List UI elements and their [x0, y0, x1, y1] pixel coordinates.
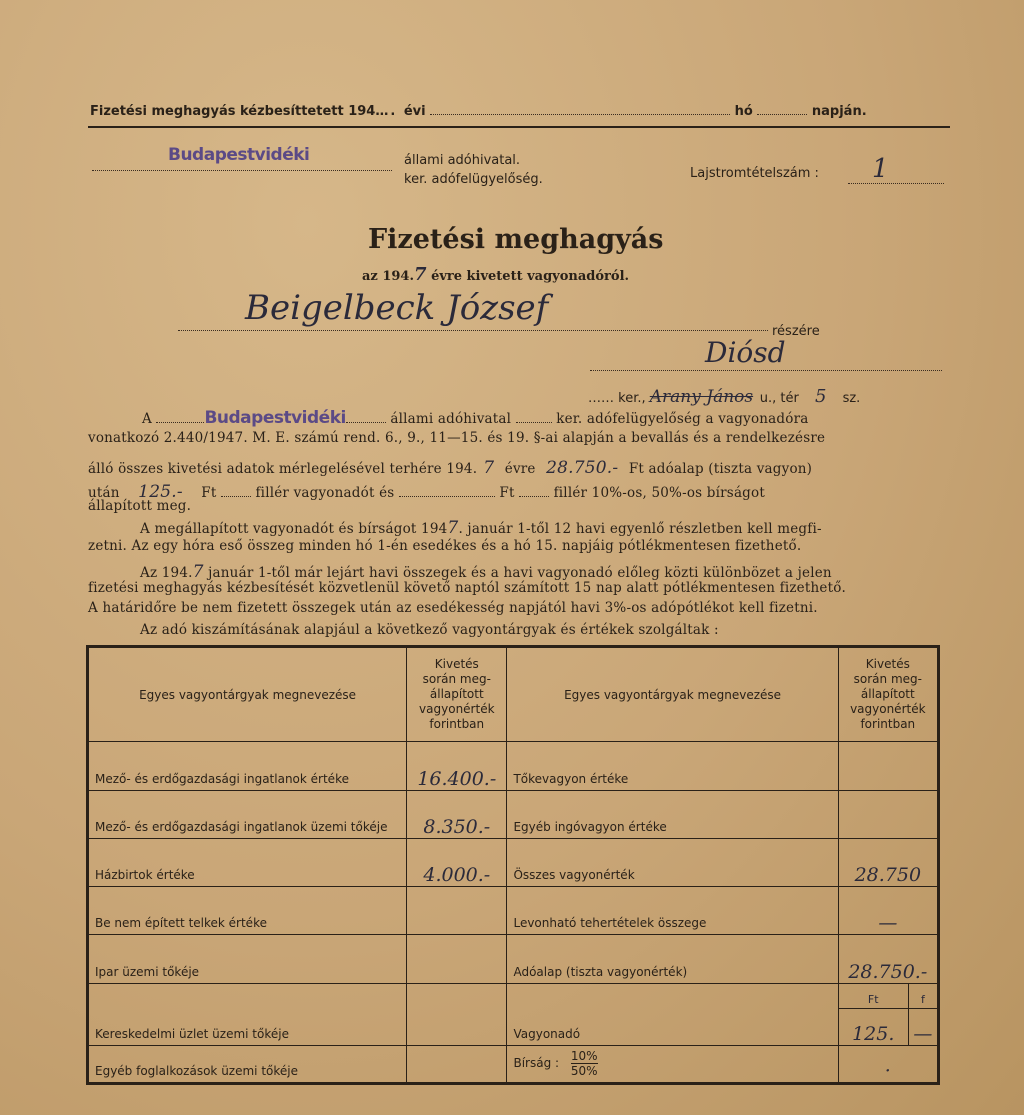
fine-value: · — [838, 1045, 938, 1083]
p3-l1-b: január 1-től már lejárt havi összegek és a havi vagyonadó előleg közti különbözet a jelen — [208, 565, 832, 581]
recipient-name: Beigelbeck József — [245, 288, 549, 328]
hv-r1: Kivetés — [865, 657, 910, 672]
p3-line3: A határidőre be nem fizetett összegek után az esedékesség napjától havi 3%-os adópótlékot kell fizetni. — [88, 600, 818, 616]
register-value: 1 — [872, 154, 889, 184]
header-value-left — [407, 647, 507, 742]
hv-r2: során meg- — [853, 672, 922, 687]
left-row-label: Mező- és erdőgazdasági ingatlanok üzemi tőkéje — [88, 790, 407, 838]
office-dotline — [92, 170, 392, 171]
hv-l4: vagyonérték — [419, 702, 495, 717]
hv-l5: forintban — [429, 717, 485, 732]
hv-r5: forintban — [860, 717, 916, 732]
header-item-left: Egyes vagyontárgyak megnevezése — [88, 647, 407, 742]
fine-rates — [571, 1049, 598, 1078]
assets-table — [86, 645, 940, 1085]
delivery-text-a: Fizetési meghagyás kézbesíttetett 194 — [90, 104, 376, 119]
p4-line: Az adó kiszámításának alapjául a következő vagyontárgyak és értékek szolgáltak : — [140, 622, 719, 638]
line3-b: évre — [504, 461, 536, 477]
table-row — [88, 838, 939, 886]
right-row-label: Összes vagyonérték — [507, 838, 838, 886]
fine-cell — [507, 1045, 838, 1083]
ft-label: Ft — [839, 993, 908, 1009]
line4-d: Ft — [499, 485, 515, 501]
fine-50: 50% — [570, 1064, 598, 1078]
tax-label: Vagyonadó — [507, 983, 838, 1045]
subtitle-post: évre kivetett vagyonadóról. — [431, 269, 630, 284]
f-label: f — [909, 993, 937, 1009]
hv-l1: Kivetés — [434, 657, 479, 672]
register-label: Lajstromtételszám : — [690, 166, 819, 181]
body-line1 — [142, 408, 809, 428]
table-row — [88, 790, 939, 838]
right-row-label: Tőkevagyon értéke — [507, 742, 838, 790]
right-row-label: Levonható tehertételek összege — [507, 887, 838, 935]
document-title: Fizetési meghagyás — [368, 224, 664, 255]
right-row-value — [838, 790, 938, 838]
line4-e: fillér 10%-os, 50%-os bírságot — [553, 485, 765, 501]
sz-label: sz. — [842, 391, 861, 406]
hv-l2: során meg- — [422, 672, 491, 687]
house-number: 5 — [814, 386, 827, 407]
hv-r3: állapított — [860, 687, 915, 702]
recipient-for-label: részére — [772, 324, 820, 339]
ker-label: ker., — [618, 391, 646, 406]
left-row-value — [407, 983, 507, 1045]
recipient-town: Diósd — [705, 336, 786, 369]
left-row-label: Egyéb foglalkozások üzemi tőkéje — [88, 1045, 407, 1083]
hv-r4: vagyonérték — [850, 702, 926, 717]
left-row-value: 4.000.- — [407, 838, 507, 886]
right-row-value — [838, 742, 938, 790]
right-row-value: — — [838, 887, 938, 935]
line3-amount: 28.750.- — [546, 458, 619, 478]
line4-amount: 125.- — [138, 482, 183, 502]
delivery-text-d: napján. — [811, 104, 867, 119]
right-row-label: Adóalap (tiszta vagyonérték) — [507, 935, 838, 983]
line4-c: fillér vagyonadót és — [255, 485, 395, 501]
fine-10: 10% — [570, 1049, 598, 1063]
table-row — [88, 1045, 939, 1083]
left-row-label: Be nem épített telkek értéke — [88, 887, 407, 935]
p2-line2: zetni. Az egy hóra eső összeg minden hó 1-én esedékes és a hó 15. napjáig pótlékmentesen fizethető. — [88, 538, 802, 554]
right-row-value: 28.750.- — [838, 935, 938, 983]
table-row — [88, 935, 939, 983]
tax-f-value: — — [913, 1022, 933, 1045]
left-row-value — [407, 887, 507, 935]
delivery-text-c: hó — [734, 104, 753, 119]
p1-b: állami adóhivatal — [390, 411, 512, 427]
left-row-label: Kereskedelmi üzlet üzemi tőkéje — [88, 983, 407, 1045]
hv-l3: állapított — [429, 687, 484, 702]
table-row — [88, 983, 939, 1045]
right-row-value: 28.750 — [838, 838, 938, 886]
office-line2: ker. adófelügyelőség. — [404, 172, 543, 187]
subtitle-pre: az 194. — [362, 269, 414, 284]
p2-l1-a: A megállapított vagyonadót és bírságot 194 — [140, 521, 448, 537]
line3-c: Ft adóalap (tiszta vagyon) — [628, 461, 813, 477]
table-row — [88, 742, 939, 790]
p3-l1-a: Az 194. — [140, 565, 193, 581]
left-row-value: 16.400.- — [407, 742, 507, 790]
office-stamp: Budapestvidéki — [168, 145, 310, 165]
p3-line2: fizetési meghagyás kézbesítését közvetlenül követő naptól számított 15 nap alatt pótlékmentesen fizethető. — [88, 580, 847, 596]
tax-value: 125. — [852, 1022, 895, 1045]
line3-year: 7 — [483, 458, 495, 478]
body-line2: vonatkozó 2.440/1947. M. E. számú rend. 6., 9., 11—15. és 19. §-ai alapján a bevallás és a rendelkezésre — [88, 430, 826, 446]
document-subtitle — [362, 264, 629, 285]
line3-a: álló összes kivetési adatok mérlegelésével terhére 194. — [88, 461, 478, 477]
left-row-value — [407, 1045, 507, 1083]
left-row-label: Házbirtok értéke — [88, 838, 407, 886]
register-dotline — [848, 183, 944, 184]
tax-ft-cell — [838, 983, 908, 1045]
right-row-label: Egyéb ingóvagyon értéke — [507, 790, 838, 838]
p1-a: A — [142, 411, 152, 427]
p2-l1-year: 7 — [447, 518, 459, 538]
p2-l1-b: . január 1-től 12 havi egyenlő részletben kell megfi- — [458, 521, 822, 537]
left-row-value — [407, 935, 507, 983]
p3-line1 — [140, 562, 832, 582]
body-line3 — [88, 458, 812, 478]
street-suffix: u., tér — [759, 391, 799, 406]
delivery-line: Fizetési meghagyás kézbesíttetett 194…. évi hó napján. — [90, 104, 867, 119]
street-name: Arany János — [649, 387, 754, 407]
subtitle-year: 7 — [414, 264, 427, 285]
address-line: …… ker., Arany János u., tér 5 sz. — [588, 386, 861, 407]
header-item-right: Egyes vagyontárgyak megnevezése — [507, 647, 838, 742]
p3-l1-year: 7 — [192, 562, 204, 582]
delivery-text-b: évi — [403, 104, 426, 119]
header-rule — [88, 126, 950, 128]
table-row — [88, 887, 939, 935]
line4-b: Ft — [201, 485, 217, 501]
recipient-dotline — [178, 330, 768, 331]
left-row-label: Ipar üzemi tőkéje — [88, 935, 407, 983]
tax-f-cell — [908, 983, 938, 1045]
body-line5: állapított meg. — [88, 498, 192, 514]
line4-a: után — [88, 485, 120, 501]
office-line1: állami adóhivatal. — [404, 153, 521, 168]
p1-c: ker. adófelügyelőség a vagyonadóra — [556, 411, 809, 427]
left-row-label: Mező- és erdőgazdasági ingatlanok értéke — [88, 742, 407, 790]
left-row-value: 8.350.- — [407, 790, 507, 838]
p1-stamp: Budapestvidéki — [204, 408, 346, 428]
p2-line1 — [140, 518, 822, 538]
header-value-right — [838, 647, 938, 742]
fine-label: Bírság : — [513, 1056, 560, 1070]
town-dotline — [590, 370, 942, 371]
table-header-row — [88, 647, 939, 742]
